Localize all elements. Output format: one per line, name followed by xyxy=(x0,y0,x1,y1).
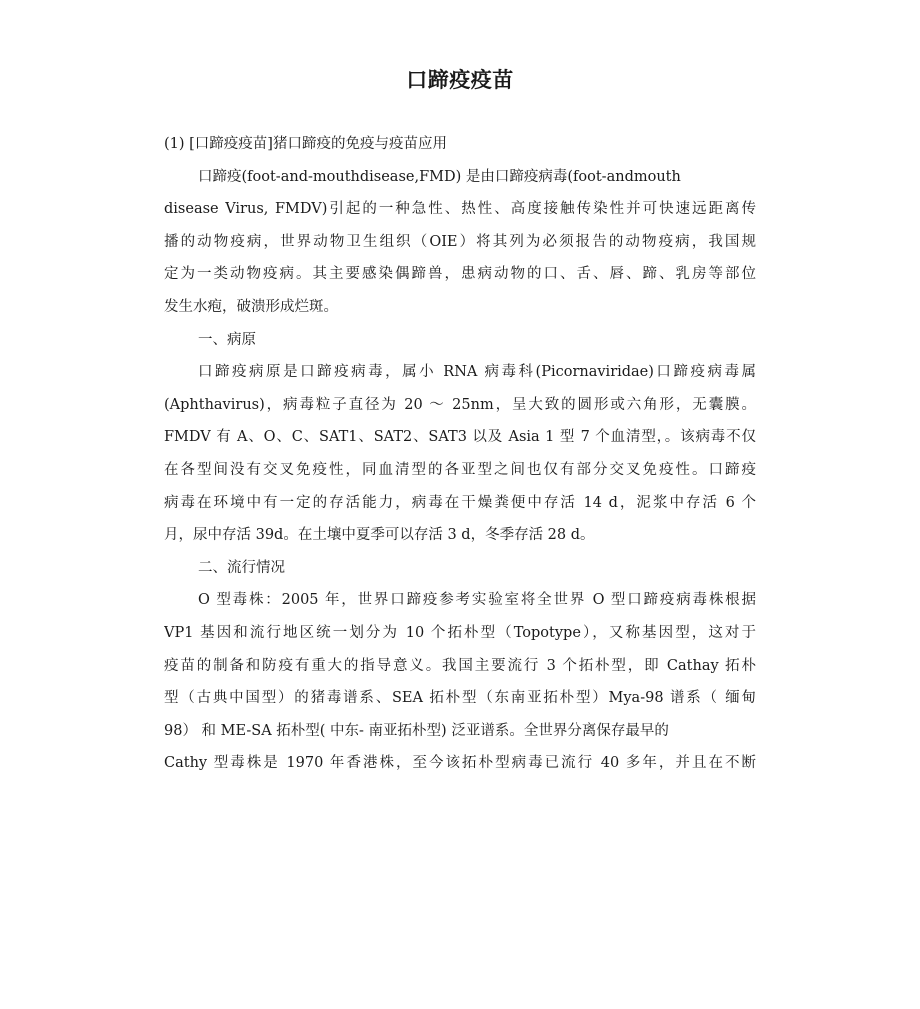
text-line: 发生水疱，破溃形成烂斑。 xyxy=(164,298,338,315)
text-line: 口蹄疫(foot-and-mouthdisease,FMD) 是由口蹄疫病毒(foot-andmouth xyxy=(198,168,681,185)
text-line: 98） 和 ME-SA 拓朴型( 中东- 南亚拓朴型) 泛亚谱系。全世界分离保存最早的 xyxy=(164,722,669,739)
text-line: 型（古典中国型）的猪毒谱系、SEA 拓朴型（东南亚拓朴型）Mya-98 谱系（ 缅甸 xyxy=(164,690,756,707)
text-line: disease Virus, FMDV)引起的一种急性、热性、高度接触传染性并可快速远距离传 xyxy=(164,201,756,218)
text-line: 疫苗的制备和防疫有重大的指导意义。我国主要流行 3 个拓朴型，即 Cathay 拓朴 xyxy=(164,657,756,674)
text-line: 在各型间没有交叉免疫性，同血清型的各亚型之间也仅有部分交叉免疫性。口蹄疫 xyxy=(164,461,756,478)
text-line: VP1 基因和流行地区统一划分为 10 个拓朴型（Topotype），又称基因型，这对于 xyxy=(164,624,756,641)
text-line: 二、流行情况 xyxy=(198,559,285,576)
page-title: 口蹄疫疫苗 xyxy=(406,68,514,92)
text-line: 口蹄疫病原是口蹄疫病毒，属小 RNA 病毒科(Picornaviridae)口蹄疫病毒属 xyxy=(198,364,756,381)
text-line: 播的动物疫病，世界动物卫生组织（OIE）将其列为必须报告的动物疫病，我国规 xyxy=(164,233,756,250)
text-line: 定为一类动物疫病。其主要感染偶蹄兽，患病动物的口、舌、唇、蹄、乳房等部位 xyxy=(164,266,756,283)
text-line: O 型毒株：2005 年，世界口蹄疫参考实验室将全世界 O 型口蹄疫病毒株根据 xyxy=(198,592,756,609)
text-line: 病毒在环境中有一定的存活能力，病毒在干燥粪便中存活 14 d，泥浆中存活 6 个 xyxy=(164,494,756,511)
text-line: (Aphthavirus)，病毒粒子直径为 20 ～ 25nm，呈大致的圆形或六角形，无囊膜。 xyxy=(164,396,756,413)
document-body xyxy=(164,128,756,780)
text-line: Cathy 型毒株是 1970 年香港株，至今该拓朴型病毒已流行 40 多年，并且在不断 xyxy=(164,755,756,772)
text-line: 一、病原 xyxy=(198,331,256,348)
text-line: FMDV 有 A、O、C、SAT1、SAT2、SAT3 以及 Asia 1 型 7 个血清型，。该病毒不仅 xyxy=(164,429,756,446)
text-line: (1) [口蹄疫疫苗]猪口蹄疫的免疫与疫苗应用 xyxy=(164,136,447,152)
text-line: 月，尿中存活 39d。在土壤中夏季可以存活 3 d，冬季存活 28 d。 xyxy=(164,527,595,544)
